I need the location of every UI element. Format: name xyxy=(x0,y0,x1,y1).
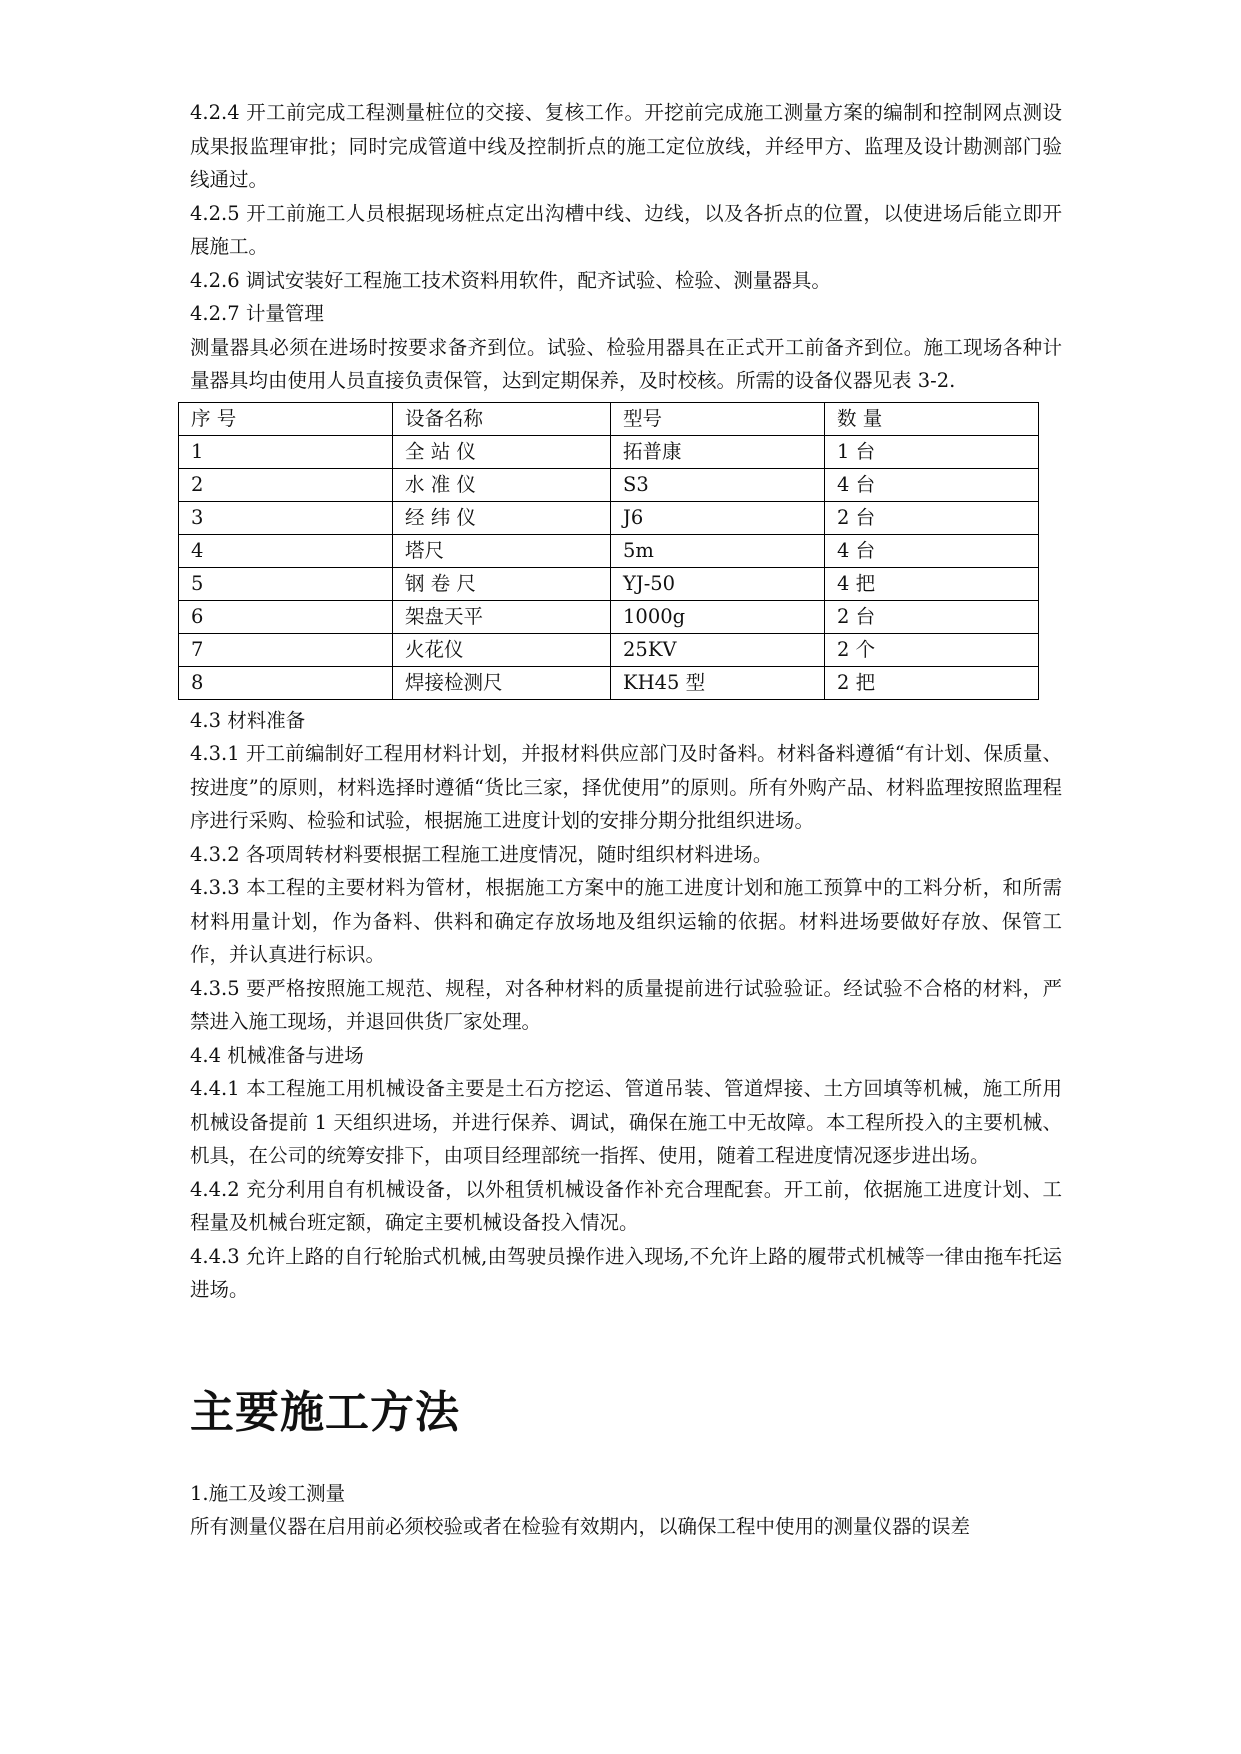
paragraph-4-4-3: 4.4.3 允许上路的自行轮胎式机械,由驾驶员操作进入现场,不允许上路的履带式机械等一律由拖车托运进场。 xyxy=(190,1244,1062,1301)
cell-index: 2 xyxy=(179,468,393,501)
header-equipment-name: 设备名称 xyxy=(393,402,611,435)
paragraph-4-4-1: 4.4.1 本工程施工用机械设备主要是土石方挖运、管道吊装、管道焊接、土方回填等机械，施工所用机械设备提前 1 天组织进场，并进行保养、调试，确保在施工中无故障。本工程所投入的主要机械、机具，在公司的统筹安排下，由项目经理部统一指挥、使用，随着工程进度情况逐步进出场。 xyxy=(190,1077,1062,1167)
cell-quantity: 2 个 xyxy=(825,633,1039,666)
cell-index: 4 xyxy=(179,534,393,567)
table-row xyxy=(179,501,1039,534)
table-row xyxy=(179,567,1039,600)
chapter-heading: 主要施工方法 xyxy=(190,1386,460,1438)
cell-equipment-name: 火花仪 xyxy=(393,633,611,666)
table-row xyxy=(179,468,1039,501)
cell-model: 5m xyxy=(611,534,825,567)
document-body xyxy=(190,96,1062,1544)
cell-index: 1 xyxy=(179,435,393,468)
cell-index: 5 xyxy=(179,567,393,600)
cell-model: 拓普康 xyxy=(611,435,825,468)
paragraph-4-2-5: 4.2.5 开工前施工人员根据现场桩点定出沟槽中线、边线，以及各折点的位置，以使进场后能立即开展施工。 xyxy=(190,201,1062,258)
cell-equipment-name: 水 准 仪 xyxy=(393,468,611,501)
cell-quantity: 2 台 xyxy=(825,600,1039,633)
paragraph-4-2-4: 4.2.4 开工前完成工程测量桩位的交接、复核工作。开挖前完成施工测量方案的编制和控制网点测设成果报监理审批；同时完成管道中线及控制折点的施工定位放线，并经甲方、监理及设计勘测部门验线通过。 xyxy=(190,101,1062,191)
paragraph-measurement-management: 测量器具必须在进场时按要求备齐到位。试验、检验用器具在正式开工前备齐到位。施工现场各种计量器具均由使用人员直接负责保管，达到定期保养，及时校核。所需的设备仪器见表 3-2. xyxy=(190,335,1062,392)
paragraph-4-3-5: 4.3.5 要严格按照施工规范、规程，对各种材料的质量提前进行试验验证。经试验不合格的材料，严禁进入施工现场，并退回供货厂家处理。 xyxy=(190,976,1062,1033)
cell-model: J6 xyxy=(611,501,825,534)
subsection-survey-heading: 1.施工及竣工测量 xyxy=(190,1481,346,1505)
equipment-table xyxy=(178,402,1039,700)
header-quantity: 数 量 xyxy=(825,402,1039,435)
paragraph-4-4-2: 4.4.2 充分利用自有机械设备，以外租赁机械设备作补充合理配套。开工前，依据施工进度计划、工程量及机械台班定额，确定主要机械设备投入情况。 xyxy=(190,1177,1062,1234)
cell-quantity: 4 台 xyxy=(825,468,1039,501)
cell-equipment-name: 塔尺 xyxy=(393,534,611,567)
paragraph-4-2-7-heading: 4.2.7 计量管理 xyxy=(190,302,324,325)
cell-model: 25KV xyxy=(611,633,825,666)
section-4-4-heading: 4.4 机械准备与进场 xyxy=(190,1043,364,1067)
paragraph-4-3-2: 4.3.2 各项周转材料要根据工程施工进度情况，随时组织材料进场。 xyxy=(190,842,773,866)
cell-index: 3 xyxy=(179,501,393,534)
cell-quantity: 4 台 xyxy=(825,534,1039,567)
cell-equipment-name: 钢 卷 尺 xyxy=(393,567,611,600)
table-row xyxy=(179,600,1039,633)
header-model: 型号 xyxy=(611,402,825,435)
paragraph-4-3-1: 4.3.1 开工前编制好工程用材料计划，并报材料供应部门及时备料。材料备料遵循“有计划、保质量、按进度”的原则，材料选择时遵循“货比三家，择优使用”的原则。所有外购产品、材料监理按照监理程序进行采购、检验和试验，根据施工进度计划的安排分期分批组织进场。 xyxy=(190,742,1062,832)
cell-index: 7 xyxy=(179,633,393,666)
paragraph-4-2-6: 4.2.6 调试安装好工程施工技术资料用软件，配齐试验、检验、测量器具。 xyxy=(190,268,831,292)
cell-model: KH45 型 xyxy=(611,666,825,699)
table-row xyxy=(179,666,1039,699)
cell-quantity: 2 把 xyxy=(825,666,1039,699)
cell-equipment-name: 经 纬 仪 xyxy=(393,501,611,534)
paragraph-4-3-3: 4.3.3 本工程的主要材料为管材，根据施工方案中的施工进度计划和施工预算中的工料分析，和所需材料用量计划，作为备料、供料和确定存放场地及组织运输的依据。材料进场要做好存放、保管工作，并认真进行标识。 xyxy=(190,876,1062,966)
table-row xyxy=(179,633,1039,666)
cell-equipment-name: 全 站 仪 xyxy=(393,435,611,468)
cell-quantity: 2 台 xyxy=(825,501,1039,534)
paragraph-survey-instruments: 所有测量仪器在启用前必须校验或者在检验有效期内，以确保工程中使用的测量仪器的误差 xyxy=(190,1515,971,1538)
cell-quantity: 1 台 xyxy=(825,435,1039,468)
section-4-3-heading: 4.3 材料准备 xyxy=(190,708,306,732)
table-row xyxy=(179,534,1039,567)
cell-model: YJ-50 xyxy=(611,567,825,600)
header-index: 序 号 xyxy=(179,402,393,435)
construction-methods-section xyxy=(190,1477,1062,1544)
cell-equipment-name: 焊接检测尺 xyxy=(393,666,611,699)
cell-model: 1000g xyxy=(611,600,825,633)
table-header-row xyxy=(179,402,1039,435)
materials-and-machinery-section xyxy=(190,704,1062,1307)
cell-index: 6 xyxy=(179,600,393,633)
table-row xyxy=(179,435,1039,468)
cell-index: 8 xyxy=(179,666,393,699)
cell-quantity: 4 把 xyxy=(825,567,1039,600)
cell-equipment-name: 架盘天平 xyxy=(393,600,611,633)
cell-model: S3 xyxy=(611,468,825,501)
